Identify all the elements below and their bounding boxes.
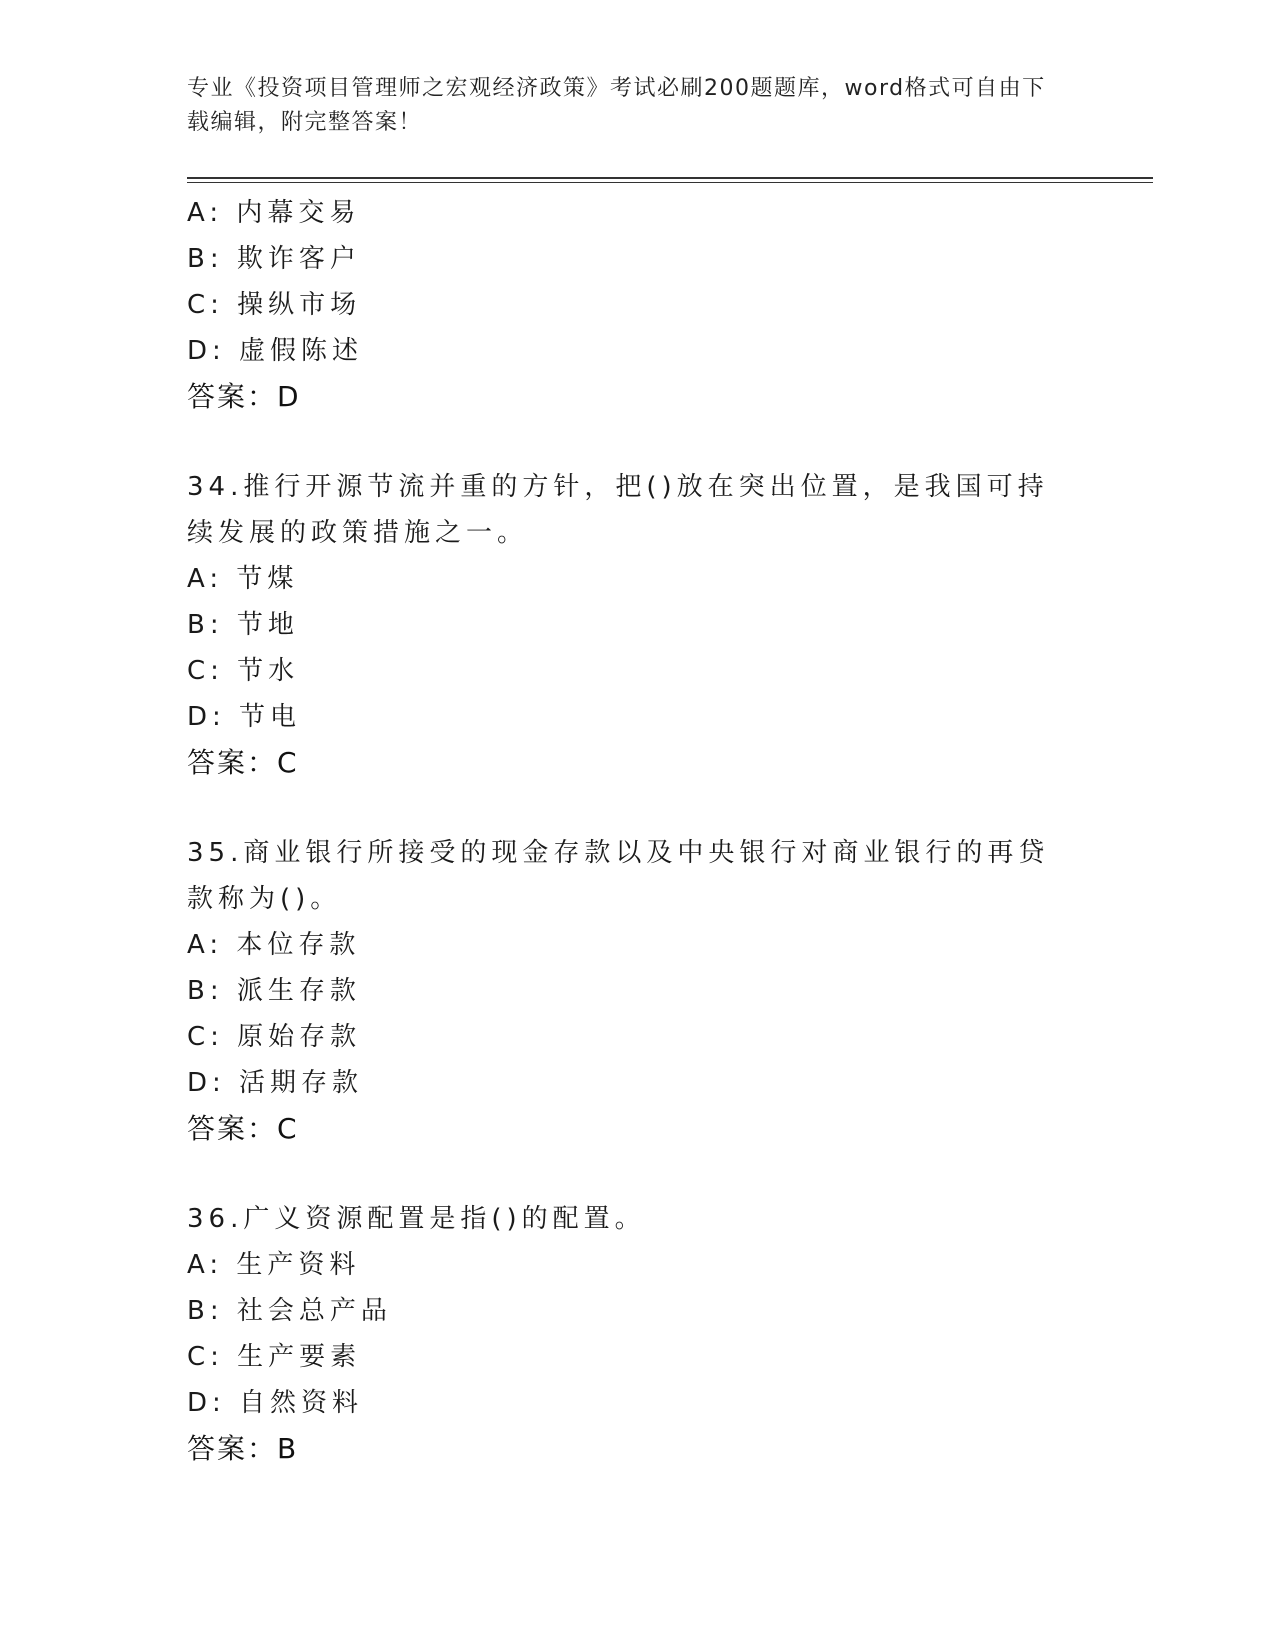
option-a: A: 生产资料 [187, 1250, 361, 1280]
option-a: A: 节煤 [187, 564, 299, 594]
answer-line: 答案：D [187, 380, 301, 413]
option-c: C: 操纵市场 [187, 290, 362, 320]
option-d: D: 活期存款 [187, 1068, 364, 1098]
option-b: B: 社会总产品 [187, 1296, 392, 1326]
option-c: C: 生产要素 [187, 1342, 362, 1372]
option-c: C: 节水 [187, 656, 300, 686]
question-34 [187, 464, 1087, 786]
option-d: D: 节电 [187, 702, 302, 732]
question-33-continued [187, 190, 1087, 420]
question-stem: 35.商业银行所接受的现金存款以及中央银行对商业银行的再贷款称为()。 [187, 838, 1050, 914]
header-divider-bottom [187, 182, 1153, 183]
question-stem: 34.推行开源节流并重的方针，把()放在突出位置，是我国可持续发展的政策措施之一。 [187, 472, 1049, 548]
question-36 [187, 1196, 1087, 1472]
option-a: A: 本位存款 [187, 930, 361, 960]
question-stem: 36.广义资源配置是指()的配置。 [187, 1204, 646, 1234]
option-b: B: 节地 [187, 610, 299, 640]
option-a: A: 内幕交易 [187, 198, 361, 228]
question-35 [187, 830, 1087, 1152]
option-c: C: 原始存款 [187, 1022, 362, 1052]
option-b: B: 派生存款 [187, 976, 361, 1006]
answer-line: 答案：C [187, 746, 299, 779]
answer-line: 答案：C [187, 1112, 299, 1145]
option-d: D: 自然资料 [187, 1388, 364, 1418]
header-divider-top [187, 177, 1153, 179]
option-d: D: 虚假陈述 [187, 336, 364, 366]
option-b: B: 欺诈客户 [187, 244, 361, 274]
question-list [187, 190, 1087, 1472]
answer-line: 答案：B [187, 1432, 299, 1465]
document-intro: 专业《投资项目管理师之宏观经济政策》考试必刷200题题库，word格式可自由下载编辑，附完整答案！ [187, 76, 1046, 135]
